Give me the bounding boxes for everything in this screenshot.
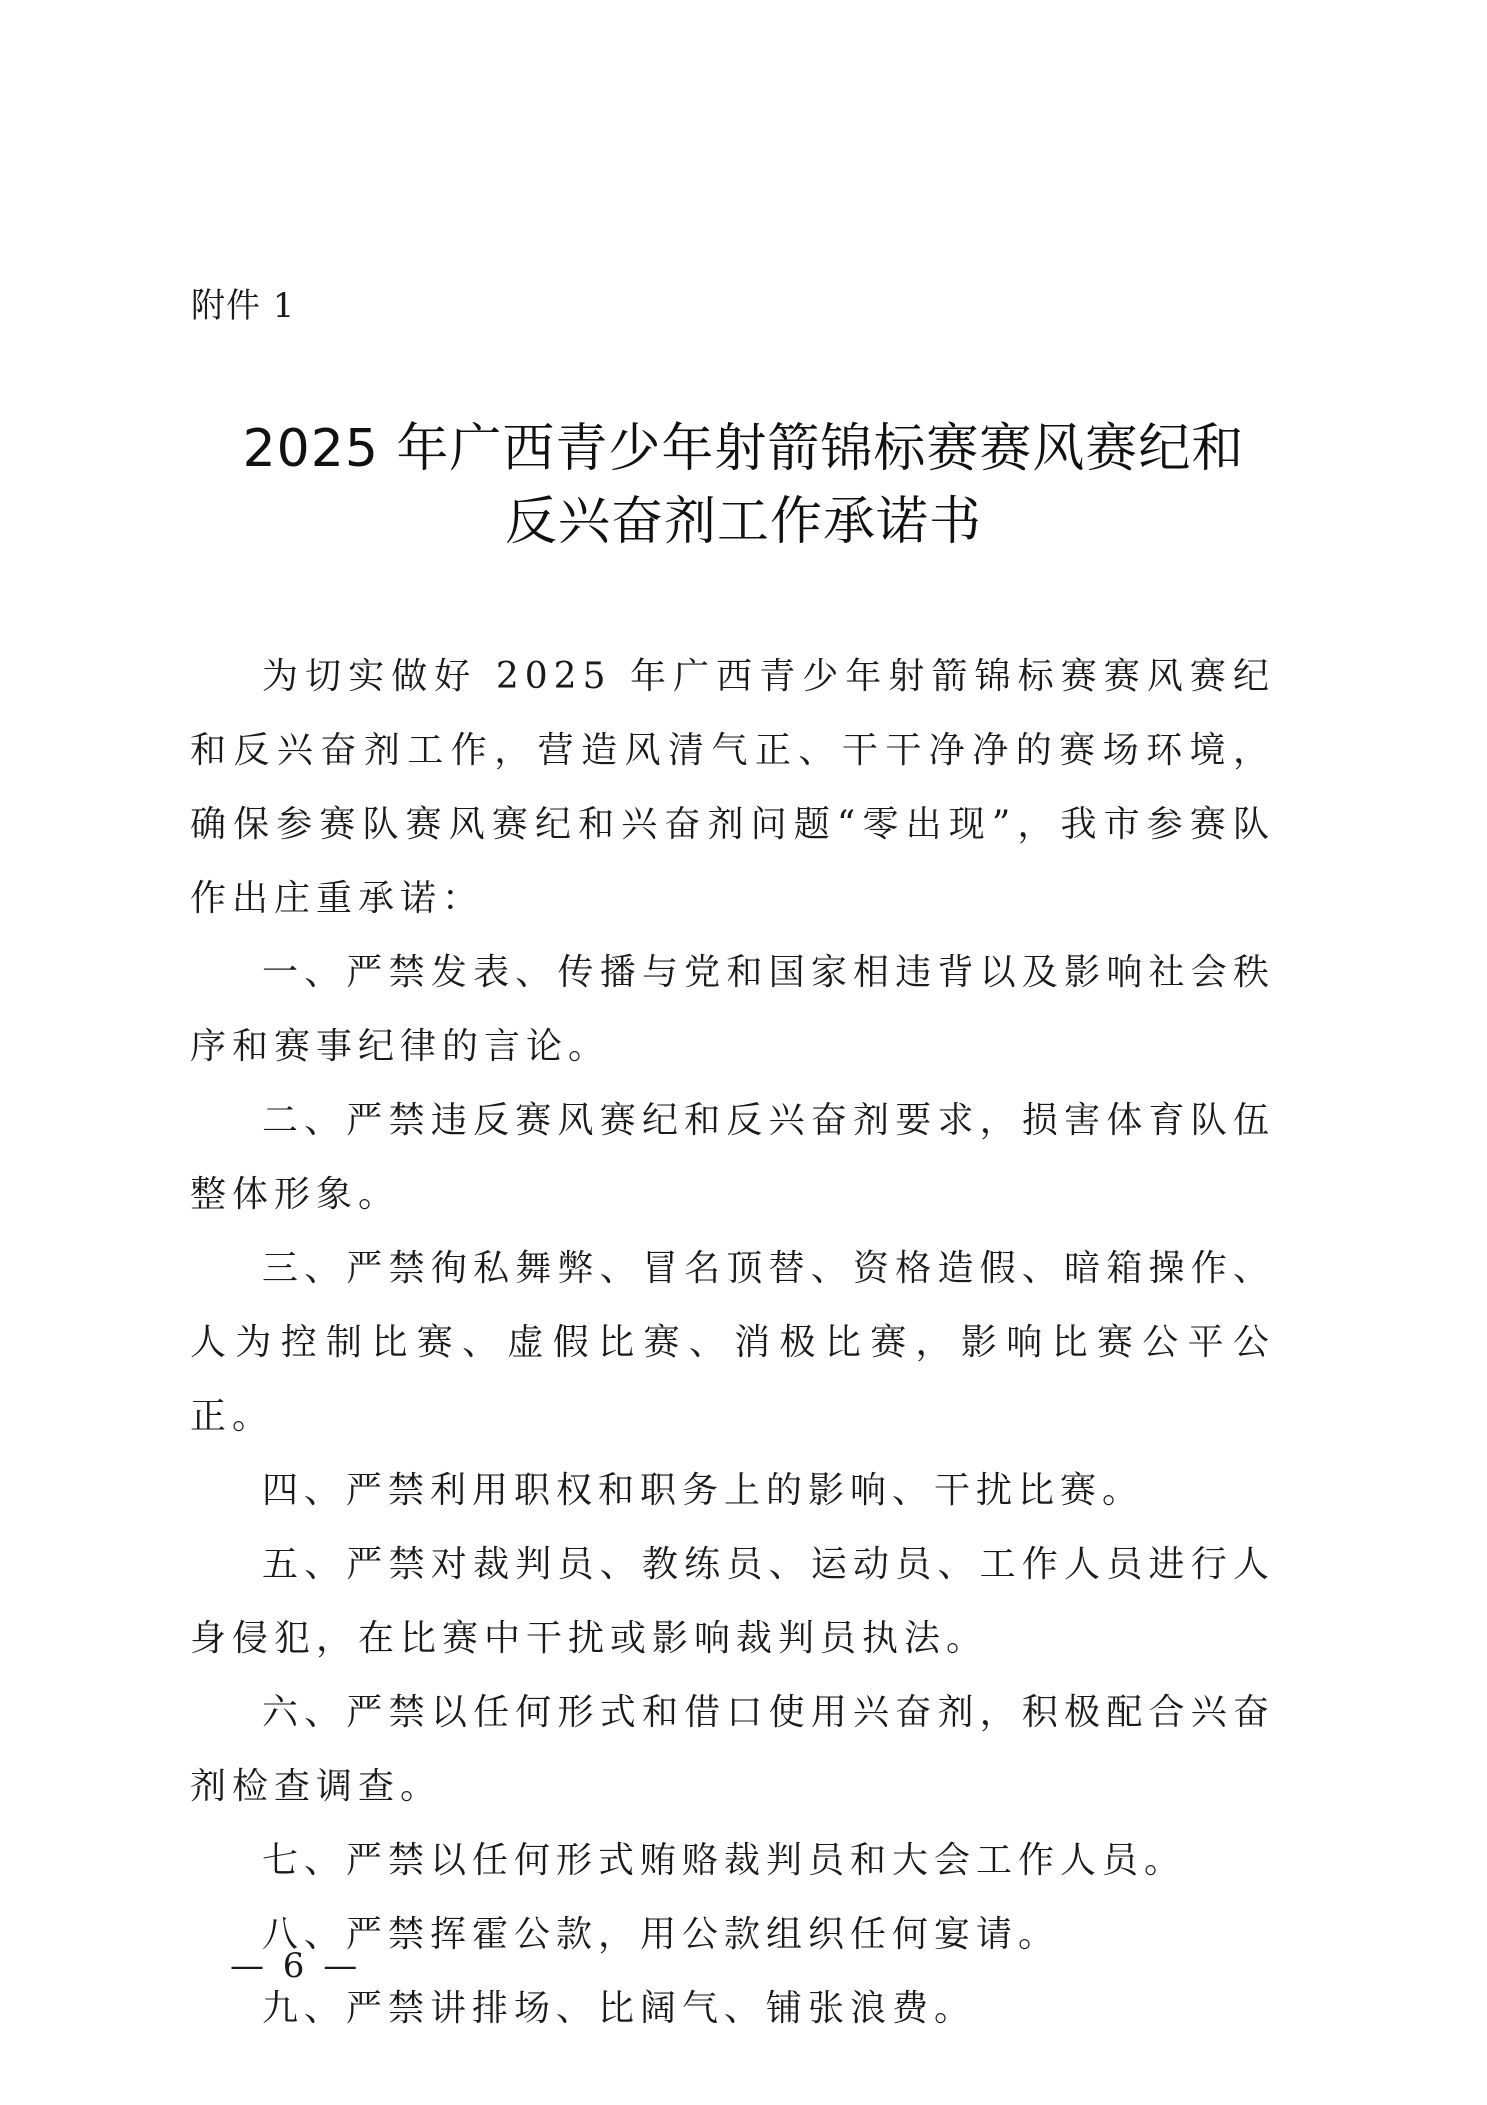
commitment-item-3: 三、严禁徇私舞弊、冒名顶替、资格造假、暗箱操作、人为控制比赛、虚假比赛、消极比赛，影响比赛公平公正。: [190, 1248, 1275, 1437]
intro-paragraph: 为切实做好 2025 年广西青少年射箭锦标赛赛风赛纪和反兴奋剂工作，营造风清气正、干干净净的赛场环境，确保参赛队赛风赛纪和兴奋剂问题“零出现”，我市参赛队作出庄重承诺：: [190, 656, 1275, 919]
commitment-item-7: 七、严禁以任何形式贿赂裁判员和大会工作人员。: [262, 1840, 1187, 1881]
commitment-item-8: 八、严禁挥霍公款，用公款组织任何宴请。: [262, 1914, 1061, 1955]
document-title-line-2: 反兴奋剂工作承诺书: [504, 492, 982, 552]
page-number: — 6 —: [230, 1946, 362, 1986]
commitment-item-2: 二、严禁违反赛风赛纪和反兴奋剂要求，损害体育队伍整体形象。: [190, 1100, 1275, 1215]
commitment-item-1: 一、严禁发表、传播与党和国家相违背以及影响社会秩序和赛事纪律的言论。: [190, 952, 1275, 1067]
document-body: [190, 640, 1275, 2046]
commitment-item-9: 九、严禁讲排场、比阔气、铺张浪费。: [262, 1988, 977, 2029]
commitment-item-4: 四、严禁利用职权和职务上的影响、干扰比赛。: [262, 1470, 1145, 1511]
attachment-label: 附件 1: [191, 286, 296, 326]
commitment-item-5: 五、严禁对裁判员、教练员、运动员、工作人员进行人身侵犯，在比赛中干扰或影响裁判员执法。: [190, 1544, 1275, 1659]
commitment-item-6: 六、严禁以任何形式和借口使用兴奋剂，积极配合兴奋剂检查调查。: [190, 1692, 1275, 1807]
document-title-line-1: 2025 年广西青少年射箭锦标赛赛风赛纪和: [242, 419, 1245, 479]
